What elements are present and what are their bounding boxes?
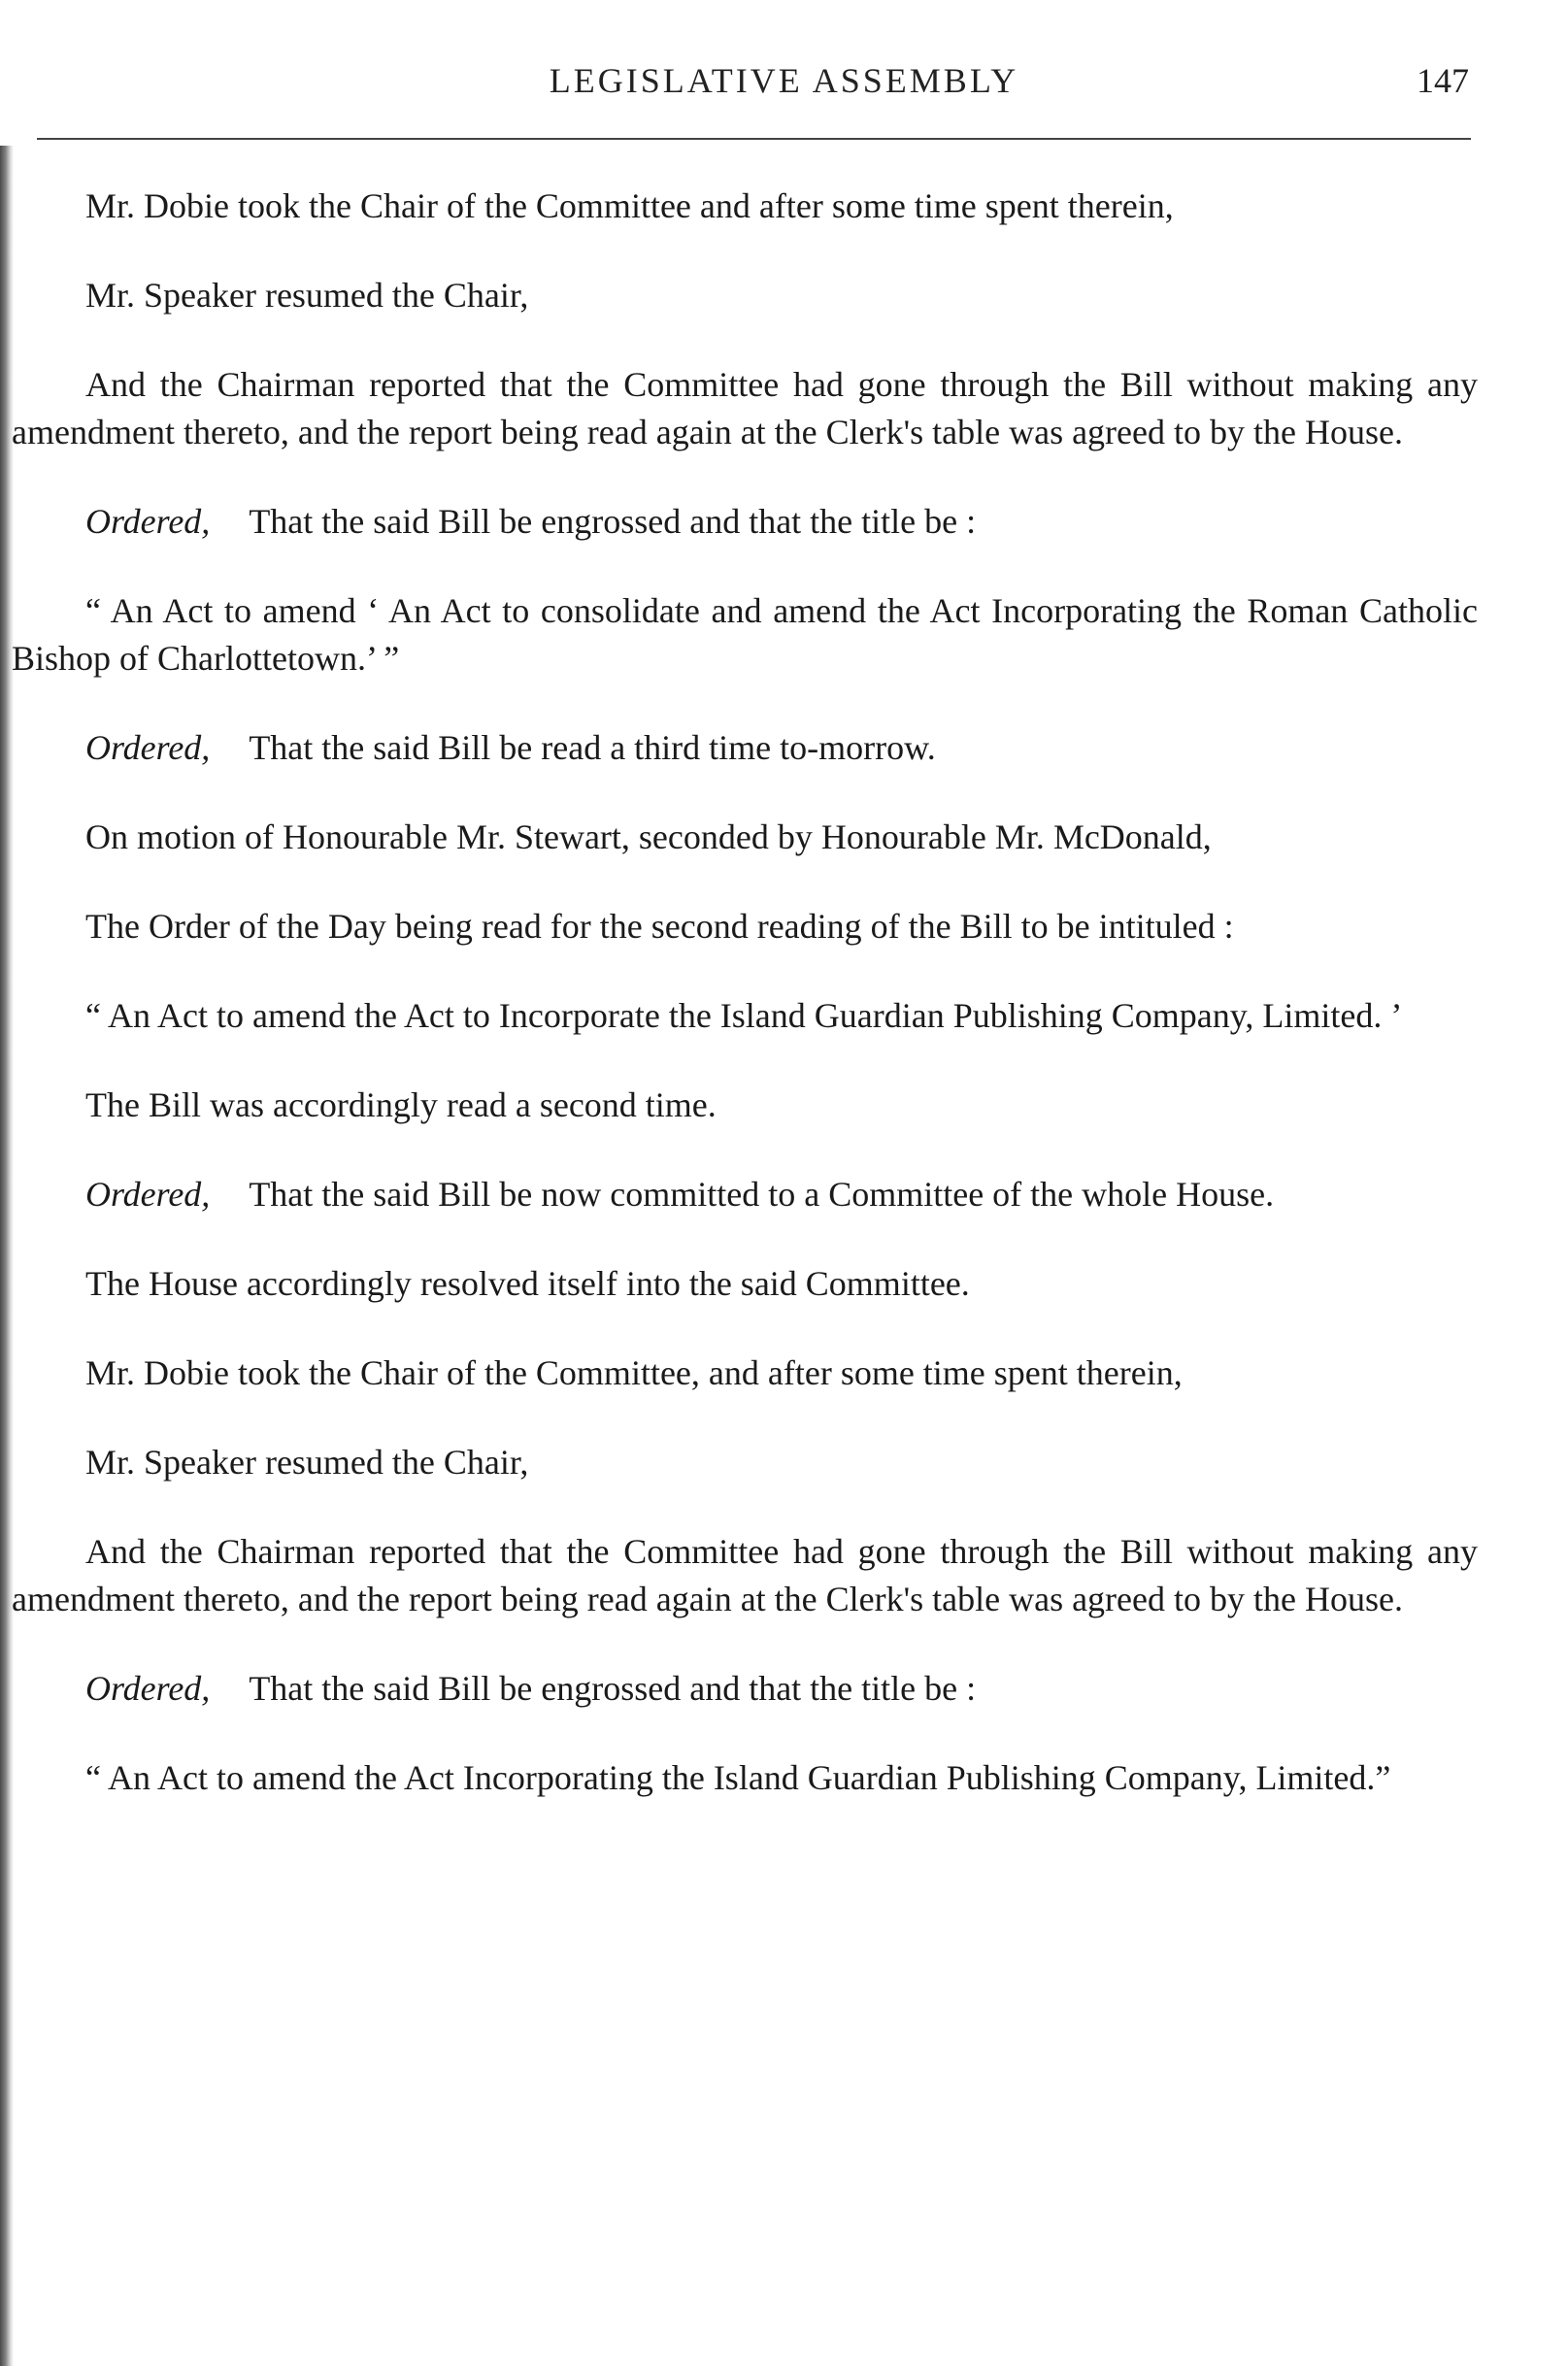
paragraph — [12, 814, 1478, 861]
ordered-paragraph — [12, 1171, 1478, 1218]
paragraph — [12, 1439, 1478, 1486]
paragraph-text: The Bill was accordingly read a second time. — [85, 1085, 717, 1124]
paragraph — [12, 1260, 1478, 1308]
header-rule — [37, 138, 1471, 140]
page-header — [0, 60, 1568, 118]
ordered-lead: Ordered, — [85, 502, 211, 541]
bill-title-paragraph — [12, 1754, 1478, 1802]
paragraph-text: “ An Act to amend the Act Incorporating the Island Guardian Publishing Company, Limited.” — [85, 1758, 1391, 1797]
paragraph-text: Mr. Dobie took the Chair of the Committee, and after some time spent therein, — [85, 1353, 1183, 1392]
paragraph-text: That the said Bill be read a third time to-morrow. — [249, 728, 936, 767]
paragraph — [12, 1350, 1478, 1397]
paragraph — [12, 1528, 1478, 1623]
running-title: LEGISLATIVE ASSEMBLY — [549, 61, 1019, 100]
paragraph — [12, 1082, 1478, 1129]
paragraph-text: “ An Act to amend ‘ An Act to consolidate and amend the Act Incorporating the Roman Catholic Bishop of Charlottetown.’ ” — [12, 591, 1478, 678]
paragraph-text: And the Chairman reported that the Committee had gone through the Bill without making any amendment thereto, and the report being read again at the Clerk's table was agreed to by the House. — [12, 365, 1478, 451]
bill-title-paragraph — [12, 992, 1478, 1040]
paragraph-text: And the Chairman reported that the Committee had gone through the Bill without making any amendment thereto, and the report being read again at the Clerk's table was agreed to by the House. — [12, 1532, 1478, 1618]
ordered-lead: Ordered, — [85, 1175, 211, 1214]
ordered-lead: Ordered, — [85, 728, 211, 767]
ordered-paragraph — [12, 724, 1478, 772]
paragraph-text: On motion of Honourable Mr. Stewart, seconded by Honourable Mr. McDonald, — [85, 817, 1212, 856]
page-number: 147 — [1417, 61, 1469, 100]
paragraph-text: “ An Act to amend the Act to Incorporate the Island Guardian Publishing Company, Limited. ’ — [85, 996, 1403, 1035]
paragraph-text: Mr. Speaker resumed the Chair, — [85, 276, 529, 315]
paragraph — [12, 361, 1478, 456]
paragraph-text: That the said Bill be engrossed and that the title be : — [249, 1669, 977, 1708]
bill-title-paragraph — [12, 587, 1478, 683]
ordered-paragraph — [12, 498, 1478, 546]
paragraph — [12, 903, 1478, 950]
paragraph — [12, 272, 1478, 319]
ordered-lead: Ordered, — [85, 1669, 211, 1708]
paragraph-text: That the said Bill be now committed to a Committee of the whole House. — [249, 1175, 1275, 1214]
paragraph-text: That the said Bill be engrossed and that the title be : — [249, 502, 977, 541]
paragraph — [12, 183, 1478, 230]
paragraph-text: The Order of the Day being read for the second reading of the Bill to be intituled : — [85, 907, 1234, 946]
paragraph-text: Mr. Speaker resumed the Chair, — [85, 1443, 529, 1482]
journal-text — [12, 183, 1478, 1802]
paragraph-text: Mr. Dobie took the Chair of the Committee and after some time spent therein, — [85, 186, 1174, 225]
paragraph-text: The House accordingly resolved itself into the said Committee. — [85, 1264, 970, 1303]
ordered-paragraph — [12, 1665, 1478, 1713]
